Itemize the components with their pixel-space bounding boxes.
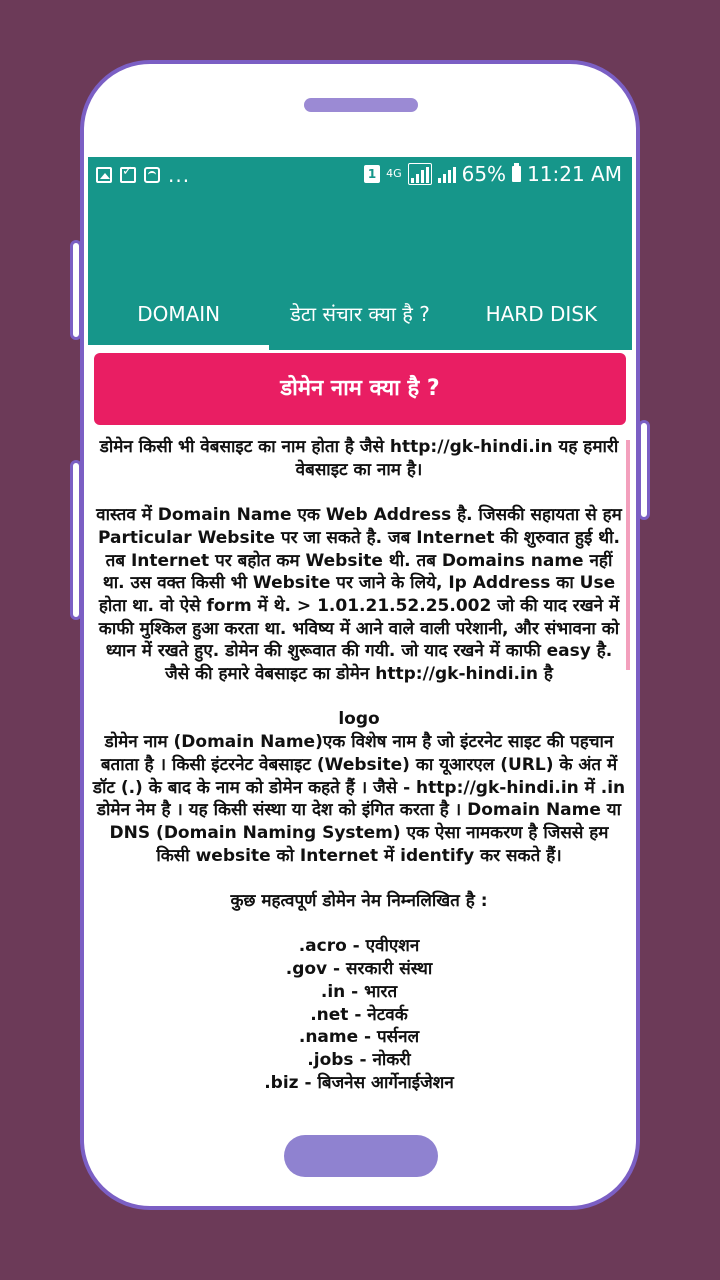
domain-list-item: .acro - एवीएशन (298, 936, 420, 957)
content-area[interactable] (88, 350, 632, 1123)
app-screen (88, 157, 632, 1123)
network-type: 4G (386, 167, 402, 180)
wifi-hotspot-icon (144, 167, 160, 183)
status-left (96, 163, 190, 187)
home-button[interactable] (284, 1135, 438, 1177)
domain-list-intro: कुछ महत्वपूर्ण डोमेन नेम निम्नलिखित है : (230, 891, 488, 912)
notification-overflow: ... (168, 163, 191, 187)
sim-badge: 1 (364, 165, 380, 183)
tab-hard-disk[interactable]: HARD DISK (485, 302, 598, 326)
speaker-grille (304, 98, 418, 112)
article-paragraph-3: डोमेन नाम (Domain Name)एक विशेष नाम है जो इंटरनेट साइट की पहचान बताता है । किसी इंटरनेट वेबसाइट (Website) का यूआरएल (URL) के अंत में डॉट (.) के बाद के नाम को डोमेन कहते हैं । जैसे - http://gk-hindi.in में .in डोमेन नेम है । यह किसी संस्था या देश को इंगित करता है । Domain Name या DNS (Domain Naming System) एक ऐसा नामकरण है जिससे हम किसी website को Internet में identify कर सकते हैं। (92, 732, 626, 866)
status-right (364, 162, 622, 186)
section-heading-card: डोमेन नाम क्या है ? (94, 353, 626, 425)
domain-list-item: .jobs - नोकरी (307, 1049, 411, 1070)
article-body (92, 436, 626, 1094)
tab-data-communication[interactable]: डेटा संचार क्या है ? (290, 302, 430, 326)
clock: 11:21 AM (527, 162, 622, 186)
tab-bar (88, 285, 632, 350)
signal-bars-icon (408, 163, 432, 185)
status-bar (88, 157, 632, 193)
domain-list-item: .gov - सरकारी संस्था (285, 959, 433, 980)
domain-list-item: .in - भारत (320, 981, 398, 1002)
domain-list-item: .name - पर्सनल (298, 1027, 420, 1048)
domain-list-item: .biz - बिजनेस आर्गेनाईजेशन (264, 1072, 454, 1093)
logo-caption: logo (338, 709, 380, 730)
image-icon (96, 167, 112, 183)
battery-percent: 65% (461, 162, 507, 186)
article-paragraph-2: वास्तव में Domain Name एक Web Address है. जिसकी सहायता से हम Particular Website पर जा सकते है. जब Internet की शुरुवात हुई थी. तब Internet पर बहोत कम Website थी. तब Domains name नहीं था. उस वक्त किसी भी Website पर जाने के लिये, Ip Address का Use होता था. वो ऐसे form में थे. > 1.01.21.52.25.002 जो की याद रखने में काफी मुश्किल हुआ करता था. भविष्य में आने वाले वाली परेशानी, और संभावना को ध्यान में रखते हुए. डोमेन की शुरूवात की गयी. जो याद रखने में काफी easy है. जैसे की हमारे वेबसाइट का डोमेन http://gk-hindi.in है (96, 505, 622, 685)
article-paragraph-1: डोमेन किसी भी वेबसाइट का नाम होता है जैसे http://gk-hindi.in यह हमारी वेबसाइट का नाम है। (99, 437, 619, 480)
tab-domain[interactable]: DOMAIN (88, 285, 269, 350)
battery-icon (512, 166, 521, 182)
checkbox-icon (120, 167, 136, 183)
app-bar (88, 157, 632, 350)
scrollbar[interactable] (626, 440, 630, 670)
signal-bars-2-icon (438, 165, 456, 183)
domain-list-item: .net - नेटवर्क (310, 1004, 408, 1025)
